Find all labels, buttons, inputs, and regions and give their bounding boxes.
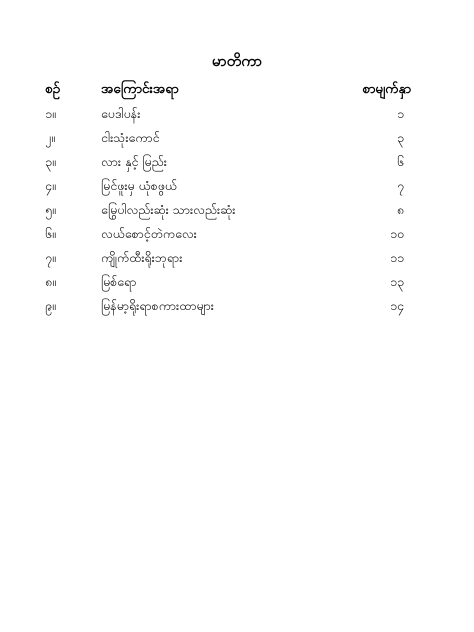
entry-title: မြန်မာ့ရိုးရာစကားထာများ: [101, 298, 214, 313]
entry-title: ကျိုက်ထီးရိုးဘုရား: [101, 250, 183, 265]
page-title: မာတိကာ: [211, 52, 263, 70]
toc-row: [0, 176, 474, 200]
entry-page: ၆: [396, 154, 404, 169]
entry-page: ၁၃: [389, 274, 404, 289]
toc-row: [0, 272, 474, 296]
entry-page: ၁: [396, 106, 404, 121]
toc-row: [0, 104, 474, 128]
toc-row: [0, 200, 474, 224]
entry-number: ၂။: [45, 130, 55, 145]
entry-page: ၈: [396, 202, 404, 217]
entry-title: ငါးသုံးကောင်: [101, 130, 160, 145]
toc-list: [0, 104, 474, 320]
entry-number: ၉။: [45, 298, 56, 313]
header-page: စာမျက်နှာ: [362, 81, 411, 97]
entry-page: ၃: [396, 130, 404, 145]
entry-number: ၃။: [45, 154, 56, 169]
entry-page: ၁၄: [389, 298, 404, 313]
entry-number: ၄။: [45, 178, 56, 193]
header-title: အကြောင်းအရာ: [101, 81, 179, 97]
entry-number: ၈။: [45, 274, 56, 289]
entry-title: မြင်ဖူးမှ ယုံစဖွယ်: [101, 178, 178, 193]
entry-title: ပေဒါပန်း: [101, 106, 141, 121]
toc-row: [0, 224, 474, 248]
entry-number: ၁။: [45, 106, 56, 121]
entry-number: ၇။: [45, 250, 56, 265]
entry-number: ၅။: [45, 202, 56, 217]
entry-title: မြစ်ရော: [101, 274, 137, 289]
toc-row: [0, 296, 474, 320]
entry-title: လယ်စောင့်တဲကလေး: [101, 226, 197, 241]
header-number: စဥ်: [45, 81, 61, 97]
toc-row: [0, 248, 474, 272]
entry-page: ၁၁: [389, 250, 404, 265]
entry-number: ၆။: [45, 226, 56, 241]
toc-row: [0, 128, 474, 152]
entry-title: မြွေပါလည်းဆုံး သားလည်းဆုံး: [101, 202, 236, 217]
table-header: [0, 80, 474, 102]
entry-page: ၇: [396, 178, 404, 193]
entry-title: လား နှင့် မြည်း: [101, 154, 167, 169]
entry-page: ၁၀: [389, 226, 404, 241]
toc-row: [0, 152, 474, 176]
